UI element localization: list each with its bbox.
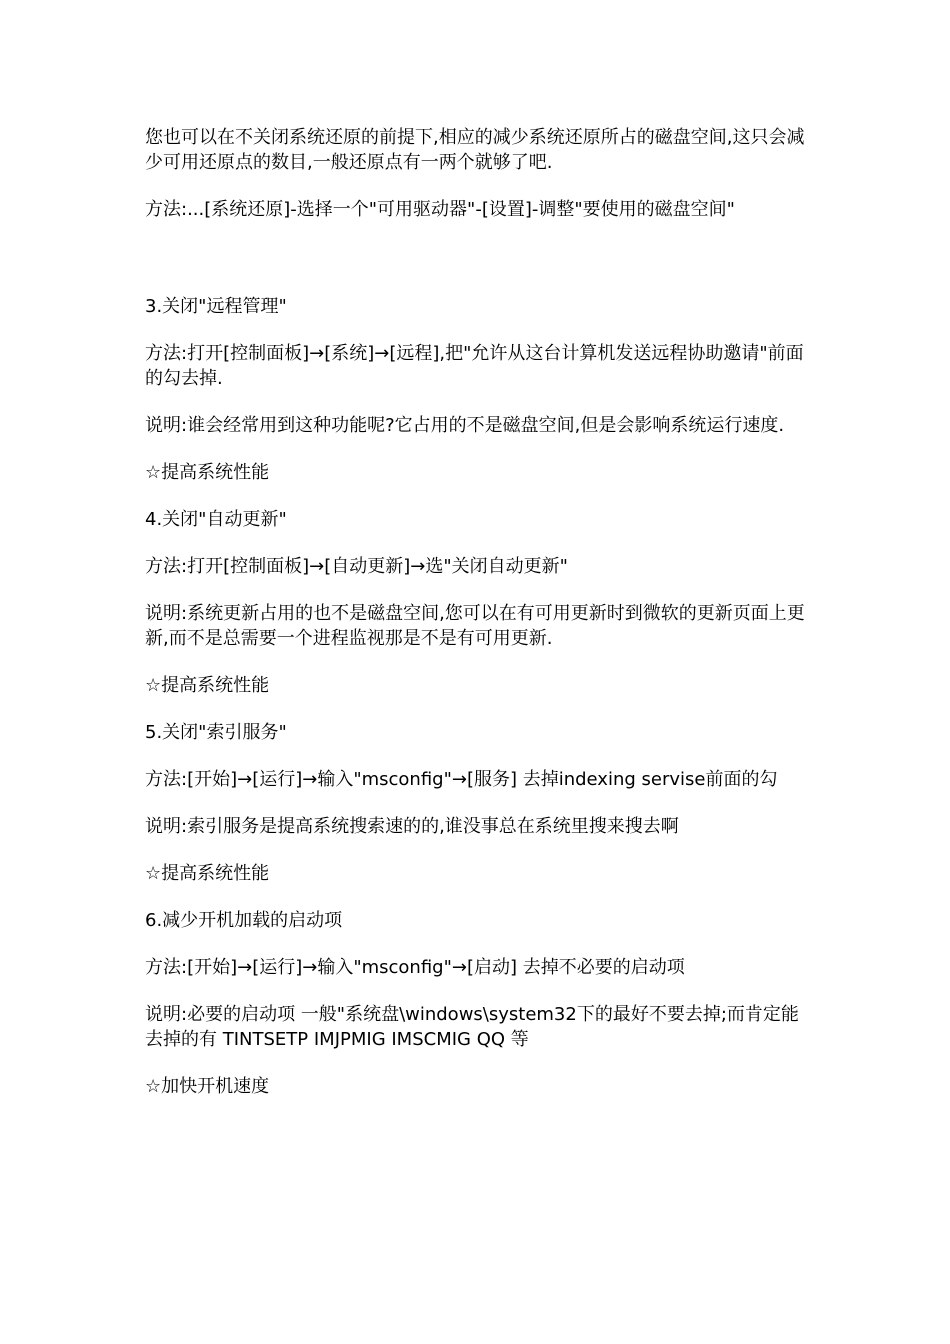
heading-startup-items: 6.减少开机加载的启动项 (145, 910, 343, 931)
section-gap (145, 244, 810, 294)
paragraph-remote-explanation: 说明:谁会经常用到这种功能呢?它占用的不是磁盘空间,但是会影响系统运行速度. (145, 415, 785, 436)
paragraph-remote-method: 方法:打开[控制面板]→[系统]→[远程],把"允许从这台计算机发送远程协助邀请"前面的勾去掉. (145, 343, 804, 389)
paragraph-indexing-explanation: 说明:索引服务是提高系统搜索速的的,谁没事总在系统里搜来搜去啊 (145, 816, 679, 837)
benefit-performance-3: ☆提高系统性能 (145, 863, 270, 884)
document-body (145, 125, 810, 1121)
paragraph-system-restore-note: 您也可以在不关闭系统还原的前提下,相应的减少系统还原所占的磁盘空间,这只会减少可用还原点的数目,一般还原点有一两个就够了吧. (145, 127, 805, 173)
paragraph-indexing-method: 方法:[开始]→[运行]→输入"msconfig"→[服务] 去掉indexing servise前面的勾 (145, 769, 778, 790)
benefit-performance-1: ☆提高系统性能 (145, 462, 270, 483)
paragraph-auto-update-explanation: 说明:系统更新占用的也不是磁盘空间,您可以在有可用更新时到微软的更新页面上更新,而不是总需要一个进程监视那是不是有可用更新. (145, 603, 805, 649)
paragraph-startup-method: 方法:[开始]→[运行]→输入"msconfig"→[启动] 去掉不必要的启动项 (145, 957, 685, 978)
paragraph-startup-explanation: 说明:必要的启动项 一般"系统盘\windows\system32下的最好不要去掉;而肯定能去掉的有 TINTSETP IMJPMIG IMSCMIG QQ 等 (145, 1004, 799, 1050)
paragraph-system-restore-method: 方法:...[系统还原]-选择一个"可用驱动器"-[设置]-调整"要使用的磁盘空间" (145, 199, 735, 220)
benefit-performance-2: ☆提高系统性能 (145, 675, 270, 696)
heading-remote-management: 3.关闭"远程管理" (145, 296, 287, 317)
paragraph-auto-update-method: 方法:打开[控制面板]→[自动更新]→选"关闭自动更新" (145, 556, 568, 577)
heading-indexing-service: 5.关闭"索引服务" (145, 722, 287, 743)
benefit-boot-speed: ☆加快开机速度 (145, 1076, 270, 1097)
heading-auto-update: 4.关闭"自动更新" (145, 509, 287, 530)
